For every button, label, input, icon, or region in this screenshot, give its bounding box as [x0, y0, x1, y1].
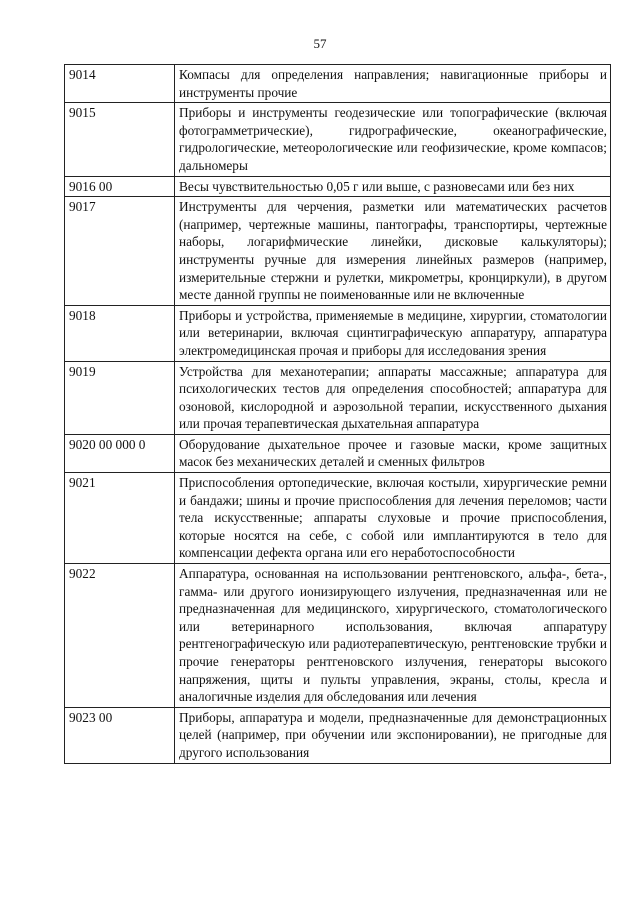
tnved-code-cell: 9015	[65, 103, 175, 176]
description-cell: Компасы для определения направления; навигационные приборы и инструменты прочие	[175, 65, 611, 103]
tnved-code-cell: 9023 00	[65, 707, 175, 763]
description-cell: Аппаратура, основанная на использовании рентгеновского, альфа-, бета-, гамма- или другого ионизирующего излучения, предназначенная или не предназначенная для медицинского, хирургического, стоматологического или ветеринарного использования, включая аппаратуру рентгенографическую или радиотерапевтическую, рентгеновские трубки и прочие генераторы рентгеновского излучения, генераторы высокого напряжения, щиты и пульты управления, экраны, столы, кресла и аналогичные изделия для обследования или лечения	[175, 564, 611, 708]
description-cell: Приспособления ортопедические, включая костыли, хирургические ремни и бандажи; шины и прочие приспособления для лечения переломов; части тела искусственные; аппараты слуховые и прочие приспособления, которые носятся на себе, с собой или имплантируются в тело для компенсации дефекта органа или его неработоспособности	[175, 473, 611, 564]
table-row	[65, 473, 611, 564]
tnved-code-cell: 9014	[65, 65, 175, 103]
table-row	[65, 197, 611, 306]
tnved-code-cell: 9016 00	[65, 176, 175, 197]
description-cell: Устройства для механотерапии; аппараты массажные; аппаратура для психологических тестов для определения способностей; аппаратура для озоновой, кислородной и аэрозольной терапии, искусственного дыхания или прочая терапевтическая дыхательная аппаратура	[175, 361, 611, 434]
code-table	[64, 64, 611, 764]
description-cell: Оборудование дыхательное прочее и газовые маски, кроме защитных масок без механических деталей и сменных фильтров	[175, 434, 611, 472]
tnved-code-cell: 9019	[65, 361, 175, 434]
description-cell: Приборы, аппаратура и модели, предназначенные для демонстрационных целей (например, при обучении или экспонировании), не пригодные для другого использования	[175, 707, 611, 763]
tnved-code-cell: 9021	[65, 473, 175, 564]
description-cell: Инструменты для черчения, разметки или математических расчетов (например, чертежные машины, пантографы, транспортиры, чертежные наборы, логарифмические линейки, дисковые калькуляторы); инструменты ручные для измерения линейных размеров (например, измерительные стержни и рулетки, микрометры, кронциркули), в другом месте данной группы не поименованные или не включенные	[175, 197, 611, 306]
code-table-body	[65, 65, 611, 764]
page-number: 57	[313, 36, 327, 51]
table-row	[65, 707, 611, 763]
table-row	[65, 65, 611, 103]
description-cell: Весы чувствительностью 0,05 г или выше, с разновесами или без них	[175, 176, 611, 197]
description-cell: Приборы и устройства, применяемые в медицине, хирургии, стоматологии или ветеринарии, включая сцинтиграфическую аппаратуру, аппаратура электромедицинская прочая и приборы для исследования зрения	[175, 305, 611, 361]
table-row	[65, 176, 611, 197]
table-row	[65, 103, 611, 176]
table-row	[65, 305, 611, 361]
description-cell: Приборы и инструменты геодезические или топографические (включая фотограмметрические), гидрографические, океанографические, гидрологические, метеорологические или геофизические, кроме компасов; дальномеры	[175, 103, 611, 176]
tnved-code-cell: 9017	[65, 197, 175, 306]
table-row	[65, 434, 611, 472]
tnved-code-cell: 9020 00 000 0	[65, 434, 175, 472]
tnved-code-cell: 9018	[65, 305, 175, 361]
table-row	[65, 361, 611, 434]
table-row	[65, 564, 611, 708]
tnved-code-cell: 9022	[65, 564, 175, 708]
